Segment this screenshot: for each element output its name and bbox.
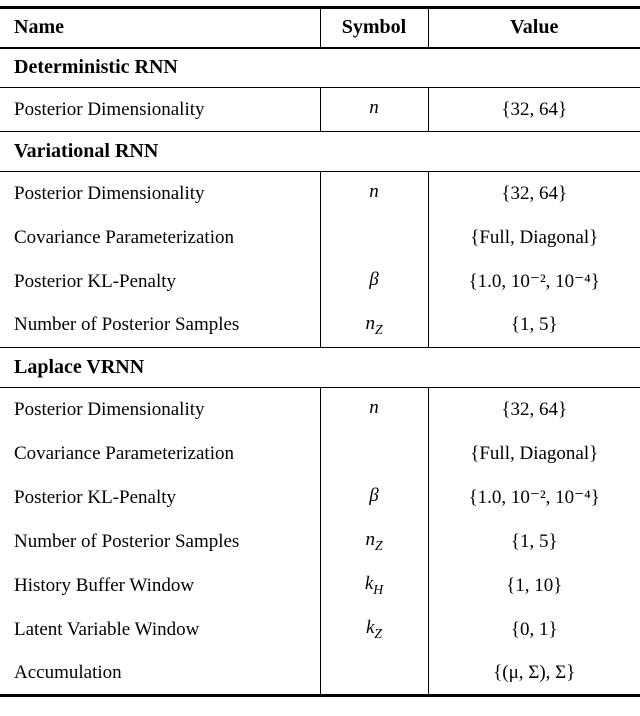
param-value: {32, 64} [501,98,568,120]
hyperparameter-table [0,6,640,697]
table-row [0,432,640,476]
table-row [0,216,640,260]
param-symbol [320,608,428,652]
param-name: Covariance Parameterization [14,442,234,464]
param-name: Covariance Parameterization [14,226,234,248]
param-name: Posterior KL-Penalty [14,270,177,292]
param-symbol [320,388,428,432]
param-symbol [320,88,428,132]
section-title-row [0,348,640,388]
symbol-base: β [369,485,379,507]
param-symbol [320,304,428,348]
section-title: Deterministic RNN [14,56,178,79]
table-row [0,564,640,608]
param-symbol [320,520,428,564]
param-value: {1.0, 10⁻², 10⁻⁴} [468,271,600,292]
param-symbol [320,476,428,520]
param-name: History Buffer Window [14,574,195,596]
symbol-base: k [364,573,374,595]
section-title-row [0,132,640,172]
symbol-subscript: Z [374,537,383,553]
param-value: {1, 10} [506,574,563,596]
param-value: {(μ, Σ), Σ} [493,661,576,683]
param-name: Posterior Dimensionality [14,182,205,204]
param-value: {1.0, 10⁻², 10⁻⁴} [468,487,600,508]
header-name: Name [14,16,64,39]
param-value: {0, 1} [510,618,558,640]
param-value: {32, 64} [501,398,568,420]
param-name: Latent Variable Window [14,618,200,640]
param-symbol [320,216,428,260]
symbol-subscript: Z [374,321,383,337]
section-title: Variational RNN [14,140,159,162]
symbol-base: n [369,397,379,419]
param-value: {1, 5} [510,314,558,336]
symbol-base: n [365,312,375,334]
param-symbol [320,260,428,304]
param-value: {1, 5} [510,530,558,552]
param-name: Accumulation [14,661,122,683]
param-symbol [320,432,428,476]
param-symbol [320,172,428,216]
param-name: Number of Posterior Samples [14,314,240,336]
table-row [0,608,640,652]
table-row [0,388,640,432]
param-name: Number of Posterior Samples [14,530,240,552]
symbol-base: n [369,97,379,119]
param-value: {Full, Diagonal} [470,226,599,248]
table-row [0,88,640,132]
symbol-base: n [369,181,379,203]
symbol-subscript: Z [374,625,383,641]
table-row [0,172,640,216]
table-row [0,652,640,696]
table-header-row [0,8,640,48]
table-row [0,304,640,348]
table-row [0,476,640,520]
param-name: Posterior KL-Penalty [14,486,177,508]
param-symbol [320,652,428,696]
symbol-base: n [365,529,375,551]
param-symbol [320,564,428,608]
symbol-base: β [369,269,379,291]
symbol-base: k [365,617,375,639]
section-title-row [0,48,640,88]
header-value: Value [510,16,559,39]
header-symbol: Symbol [320,8,428,48]
table-body [0,48,640,696]
table-row [0,520,640,564]
table-row [0,260,640,304]
param-name: Posterior Dimensionality [14,398,205,420]
param-name: Posterior Dimensionality [14,98,205,120]
section-title: Laplace VRNN [14,356,145,378]
param-value: {32, 64} [501,182,568,204]
param-value: {Full, Diagonal} [470,442,599,464]
symbol-subscript: H [373,581,384,597]
